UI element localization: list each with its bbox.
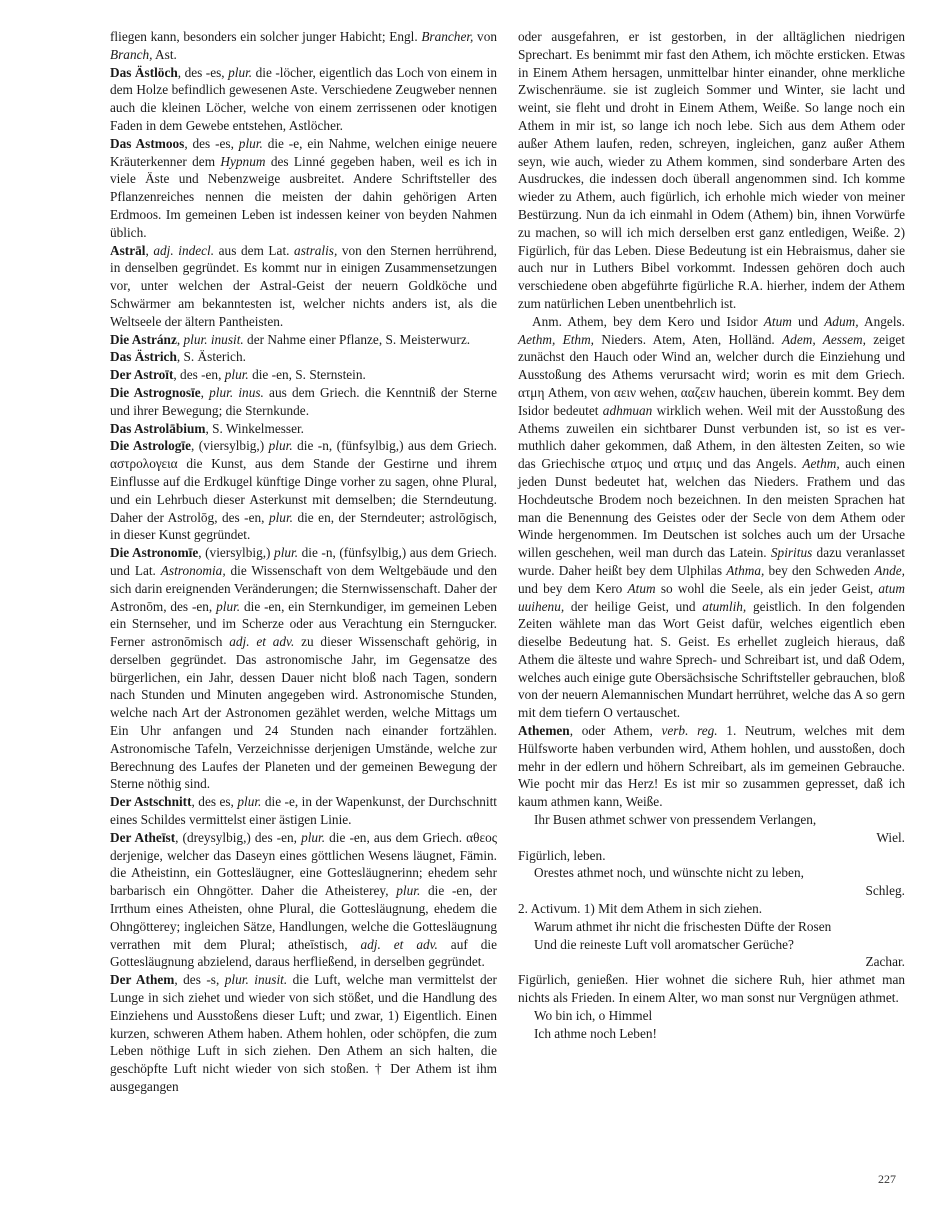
italic-term: Ande,: [874, 562, 905, 578]
entry-headword: Das Astrolābium: [110, 420, 206, 436]
dictionary-entry: [110, 829, 497, 971]
entry-text: , des -en,: [173, 367, 225, 383]
entry-text: zeiget zunächst den Hauch oder Wind an, welcher durch die Einziehung und Ausstoßung des Athems verursacht wird; worin es mit dem Griech. ατμη Athem, von αειν wehen, ααζειν hauchen, überein kommt. Bey dem Isidor bedeutet: [518, 331, 906, 418]
italic-term: atumlih,: [702, 598, 747, 614]
right-column: [518, 28, 905, 1042]
italic-term: plur.: [274, 545, 299, 561]
entry-text: Orestes athmet noch, und wünschte nicht zu leben,: [534, 865, 804, 881]
entry-text: der Nahme einer Pflanze, S. Meisterwurz.: [243, 331, 471, 347]
dictionary-entry: [110, 135, 497, 242]
entry-text: , oder Athem,: [569, 723, 662, 739]
entry-text: wirklich wehen. Weil mit der Ausstoßung des Athems zuweilen ein sichtbarer Dunst verbunden ist, so ist es vermuthlich daher gekommen, daß Athem, in den ältesten Zeiten, so wie das Griechische ατμος und ατμις und das Angels.: [518, 402, 905, 472]
entry-headword: Die Astronomīe: [110, 545, 199, 561]
entry-headword: Athemen: [518, 723, 570, 739]
entry-text: Warum athmet ihr nicht die frischesten Düfte der Rosen: [534, 918, 832, 934]
entry-headword: Die Astrologīe: [110, 438, 192, 454]
dictionary-entry: [110, 28, 497, 64]
italic-term: plur.: [228, 64, 253, 80]
italic-term: Atum: [627, 580, 656, 596]
entry-text: 2. Activum. 1) Mit dem Athem in sich ziehen.: [518, 901, 763, 917]
entry-text: dazu veranlasset wurde. Daher heißt bey dem Ulphilas: [518, 545, 905, 578]
verse-attribution: [518, 953, 905, 971]
dictionary-entry: [110, 384, 497, 420]
entry-text: , S. Winkelmesser.: [205, 420, 305, 436]
entry-headword: Astrāl: [110, 242, 146, 258]
entry-text: die -en, aus dem Griech. αθεος derjenige, welcher das Daseyn eines göttlichen Wesens läugnet, Fämin. die Atheistinn, ein Gottesläugner, eine Gottesläugnerinn; ehedem sehr barbarisch ein Ohngötter. Daher die Atheisterey,: [110, 829, 497, 899]
entry-text: Und die reineste Luft voll aromatscher Gerüche?: [534, 936, 794, 952]
entry-text: die -n, (fünfsylbig,) aus dem Griech. und Lat.: [110, 545, 497, 578]
entry-text: , (viersylbig,): [198, 545, 275, 561]
italic-term: plur. inusit.: [224, 972, 288, 988]
dictionary-entry: [110, 420, 497, 438]
entry-text: die -löcher, eigentlich das Loch von einem in dem Holze befindlich gewesenen Aste. Verschiedene Zeugweber nennen auch die kleinen Löcher, welche von einem zerrissenen oder knotigen Faden in dem Gewebe entstehen, Astlöcher.: [110, 64, 497, 133]
italic-term: adj. indecl.: [153, 242, 215, 258]
entry-text: die -e, ein Nahme, welchen einige neuere Kräuterkenner dem: [110, 135, 497, 169]
italic-term: plur.: [237, 794, 262, 810]
italic-term: Adem, Aessem,: [782, 331, 866, 347]
entry-text: , des -es,: [177, 64, 229, 80]
entry-headword: Der Astschnitt: [110, 794, 192, 810]
entry-text: die -n, (fünfsylbig,) aus dem Griech. αστρολογεια die Kunst, aus dem Stande der Gestirne und ihrem Einflusse auf die Erdkugel künftige Dinge vorher zu sagen, ohne Plural, und ein Lehrbuch dieser Asterkunst mit demselben; die Sterndeutung. Daher der Astrolōg, des -en,: [110, 438, 497, 525]
entry-text: auch einen jeden Dunst bedeutet hat, welchen das Nieders. Frathem und das Hochdeutsche Brodem noch bezeichnen. In den meisten Sprachen hat man die Benennung des Geistes oder der Secle von dem Athem oder Winde hergenommen. Im Deutschen ist solches auch um der Ursache willen geschehen, weil man durch das Latein.: [518, 456, 905, 561]
dictionary-entry: [110, 348, 497, 366]
dictionary-entry: [110, 331, 497, 349]
entry-text: die -en, S. Sternstein.: [248, 367, 366, 383]
italic-term: adhmuan: [602, 402, 653, 418]
entry-headword: Die Astránz: [110, 331, 177, 347]
entry-text: ,: [200, 384, 210, 400]
entry-headword: Die Astrognosīe: [110, 384, 201, 400]
verse-attribution: [518, 882, 905, 900]
entry-text: ,: [145, 242, 154, 258]
verse-attribution: [518, 829, 905, 847]
italic-term: verb. reg.: [661, 723, 718, 739]
entry-text: des Linné gegeben haben, weil es ich in viele Äste und Nebenzweige ausbreitet. Andere Schriftsteller des Pflanzenreiches nennen die meisten der dahin gehörigen Arten Erdmoos. Im gemeinen Leben ist indessen keiner von beyden Nahmen üblich.: [110, 153, 498, 240]
entry-text: Angels.: [858, 313, 906, 329]
italic-term: Adum,: [824, 313, 859, 329]
entry-text: aus dem Griech. die Kenntniß der Sterne und ihrer Bewegung; die Sternkunde.: [110, 384, 497, 418]
entry-text: , (dreysylbig,) des -en,: [175, 829, 302, 845]
entry-text: , S. Ästerich.: [176, 349, 246, 365]
dictionary-entry: [110, 544, 497, 793]
entry-headword: Der Atheīst: [110, 829, 176, 845]
entry-text: die -en, der Irrthum eines Atheisten, ohne Plural, die Gottesläugnung, ehedem die Ohngötterey; ingleichen Sätze, Handlungen, welche die Gottesläugnung verrathen mit dem Plural; atheīstisch,: [110, 883, 497, 952]
entry-text: Anm. Athem, bey dem Kero und Isidor: [532, 313, 764, 329]
italic-term: plur.: [238, 135, 263, 151]
verse-line: [518, 811, 905, 829]
entry-text: ,: [176, 331, 184, 347]
italic-term: plur.: [268, 438, 293, 454]
entry-headword: Das Ästrich: [110, 349, 177, 365]
entry-text: die Wissenschaft von dem Weltgebäude und den sich darin ereignenden Veränderungen; die Sternwissenschaft. Daher der Astronōm, des -en,: [110, 562, 498, 614]
entry-text: von den Sternen herrührend, in denselben gegründet. Es kommt nur in einigen Zusammensetzungen vor, unter welchen der Astral-Geist der neuern Goldköche und Schwärmer am bekanntesten ist, welcher nichts anders ist, als die Weltseele der ältern Pantheisten.: [110, 242, 498, 329]
italic-term: astralis,: [294, 242, 338, 258]
italic-term: Hypnum: [220, 153, 266, 169]
dictionary-entry: [110, 242, 497, 331]
dictionary-entry: [110, 971, 497, 1096]
dictionary-entry: [110, 64, 497, 135]
entry-text: Figürlich, leben.: [518, 847, 606, 863]
entry-text: fliegen kann, besonders ein solcher junger Habicht; Engl.: [110, 29, 422, 44]
italic-term: adj. et adv.: [229, 634, 295, 650]
page-number: 227: [878, 1172, 896, 1186]
italic-term: plur.: [268, 509, 293, 525]
italic-term: atum uuihenu,: [518, 580, 905, 614]
entry-text: der heilige Geist, und: [564, 598, 703, 614]
entry-text: zu dieser Wissenschaft gehörig, in derselben gegründet. Das astronomische Jahr, im Gegensatze des bürgerlichen, ein Jahr, dessen Dauer nicht bloß nach Tagen, sondern nach Stunden und Minuten angegeben wird. Astronomische Stunden, welche nach Art der Astronomen gezählet werden, welche Mittags um Ein Uhr anfangen und 24 Stunden nach einander fortzählen. Astronomische Tafeln, Verzeichnisse derjenigen Umstände, welche zur Berechnung des Laufes der Planeten und der gemeinen Bewegung der Sterne nöthig sind.: [110, 634, 497, 792]
dictionary-entry: [110, 366, 497, 384]
italic-term: adj. et adv.: [360, 936, 438, 952]
dictionary-entry: [518, 847, 905, 865]
entry-text: bey den Schweden: [764, 562, 875, 578]
entry-headword: Das Astmoos: [110, 135, 185, 151]
entry-text: Wo bin ich, o Himmel: [534, 1007, 653, 1023]
left-column: [110, 28, 497, 1096]
verse-line: [518, 864, 905, 882]
entry-text: so wohl die Seele, als ein jeder Geist,: [655, 580, 879, 596]
entry-text: die -en, ein Sternkundiger, im gemeinen Leben ein Sternseher, und im Scherze oder aus Verachtung ein Sterngucker. Ferner astronōmisch: [110, 598, 497, 650]
entry-text: Ich athme noch Leben!: [534, 1025, 657, 1041]
entry-text: Wiel.: [876, 829, 905, 845]
entry-headword: Der Athem: [110, 972, 175, 988]
italic-term: Brancher,: [421, 29, 474, 44]
entry-text: Ihr Busen athmet schwer von pressendem Verlangen,: [534, 812, 817, 828]
entry-text: , des -s,: [174, 972, 225, 988]
entry-text: 1. Neutrum, welches mit dem Hülfsworte haben verbunden wird, Athem hohlen, und ausstoßen, doch mehr in der edlern und höhern Schreibart, als im gemeinen Gebrauche. Wie pocht mir das Herz! Es ist mir so zusammen gepresset, daß ich kaum athmen kann, Weiße.: [518, 723, 905, 810]
verse-line: [518, 918, 905, 936]
dictionary-entry: [518, 900, 905, 918]
italic-term: plur.: [216, 598, 241, 614]
italic-term: plur. inus.: [209, 384, 264, 400]
verse-line: [518, 1025, 905, 1043]
entry-text: Nieders. Atem, Aten, Holländ.: [594, 331, 783, 347]
italic-term: Spiritus: [770, 545, 813, 561]
entry-text: Ast.: [152, 46, 177, 62]
italic-term: plur.: [396, 883, 421, 899]
entry-text: , (viersylbig,): [191, 438, 269, 454]
entry-text: von: [473, 29, 497, 44]
dictionary-entry: [518, 313, 905, 722]
italic-term: plur. inusit.: [183, 331, 244, 347]
entry-text: , des -es,: [184, 135, 239, 151]
verse-line: [518, 936, 905, 954]
entry-text: , des es,: [191, 794, 238, 810]
italic-term: Aethm,: [802, 456, 840, 472]
entry-headword: Das Ästlöch: [110, 64, 178, 80]
entry-text: geistlich. In den folgenden Zeiten wählete man das Wort Geist dafür, welches eigentlich eben dieselbe Bedeutung hat. S. Geist. Es erhellet zugleich hieraus, daß Athem die älteste und wahre Sprech- und Schreibart ist, und daß Odem, welches auch einige gute Obersächsische Schriftsteller gebrauchen, bloß von der neuern Alemannischen Mundart herrühret, welche das A so gern mit dem tiefern O vertauschet.: [518, 598, 905, 721]
dictionary-entry: [110, 437, 497, 544]
entry-text: die Luft, welche man vermittelst der Lunge in sich ziehet und wieder von sich stößet, und die Handlung des Einziehens und Ausstoßens dieser Luft; und zwar, 1) Eigentlich. Einen kurzen, schweren Athem haben. Athem hohlen, oder schöpfen, die zum Leben nöthige Luft in sich ziehen. Den Athem an sich halten, die geschöpfte Luft nicht wieder von sich stoßen. † Der Athem ist ihm ausgegangen: [110, 972, 497, 1095]
entry-text: Zachar.: [865, 954, 905, 970]
dictionary-entry: [518, 28, 905, 313]
entry-text: die en, der Sterndeuter; astrolōgisch, in dieser Kunst gegründet.: [110, 509, 497, 543]
italic-term: Athma,: [726, 562, 765, 578]
entry-headword: Der Astroīt: [110, 367, 174, 383]
verse-line: [518, 1007, 905, 1025]
entry-text: die -e, in der Wapenkunst, der Durchschnitt eines Schildes vermittelst einer ästigen Linie.: [110, 794, 497, 828]
dictionary-entry: [518, 971, 905, 1007]
entry-text: auf die Gottesläugnung abzielend, daraus herfließend, in derselben gegründet.: [110, 936, 497, 970]
entry-text: aus dem Lat.: [214, 242, 295, 258]
italic-term: Atum: [763, 313, 792, 329]
dictionary-entry: [518, 722, 905, 811]
entry-text: oder ausgefahren, er ist gestorben, in der alltäglichen niedrigen Sprechart. Es benimmt mir fast den Athem, ich möchte ersticken. Etwas in Einem Athem hersagen, unmittelbar hinter einander, ohne merkliche Zwischenräume. sie ist zugleich Sommer und Winter, sie lacht und weint, sie fleht und droht in Einem Athem, Weiße. So lange noch ein Athem in mir ist, so lange ich noch lebe. Sich aus dem Athem oder außer Athem laufen, reden, schreyen, ingleichen, ganz außer Athem seyn, wie auch, wieder zu Athem kommen, sind sonderbare Arten des Ausdruckes, die indessen doch überall angenommen sind. Ich komme wieder zu Athem, auch figürlich, ich erhohle mich wieder von meiner Bestürzung. Nun da ich einmahl in Odem (Athem) bin, ihnen Vorwürfe zu machen, so will ich mich derselben erst ganz entledigen, Weiße. 2) Figürlich, für das Leben. Diese Bedeutung ist ein Hebraismus, daher sie auch nur in Luthers Bibel vorkommt. Indessen gehören doch auch verschiedene oben abgeführte figürliche R.A. hierher, indem der Athem zum natürlichen Leben unentbehrlich ist.: [518, 29, 905, 311]
entry-text: und: [791, 313, 825, 329]
italic-term: Astronomia,: [160, 562, 226, 578]
entry-text: Schleg.: [865, 883, 905, 899]
entry-text: und bey dem Kero: [518, 580, 628, 596]
italic-term: Aethm, Ethm,: [518, 331, 595, 347]
entry-text: Figürlich, genießen. Hier wohnet die sichere Ruh, hier athmet man nichts als Frieden. In einem Alter, wo man sonst nur Vergnügen athmet.: [518, 972, 905, 1006]
dictionary-entry: [110, 793, 497, 829]
italic-term: plur.: [224, 367, 249, 383]
italic-term: plur.: [301, 829, 326, 845]
italic-term: Branch,: [110, 46, 153, 62]
